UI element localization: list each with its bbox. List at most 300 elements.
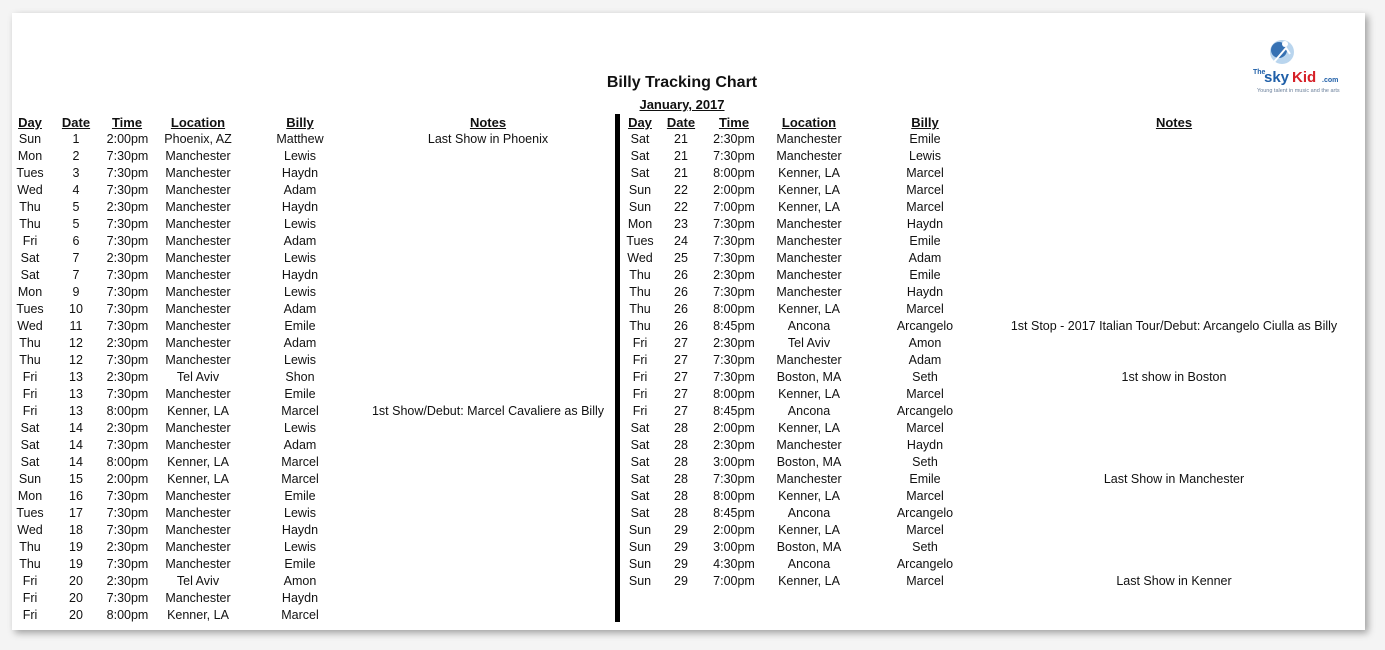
right-cell-time: 2:00pm	[713, 183, 755, 197]
left-cell-day: Thu	[19, 217, 41, 231]
left-cell-location: Manchester	[165, 302, 231, 316]
left-cell-date: 11	[69, 319, 83, 333]
right-cell-date: 28	[674, 455, 688, 469]
right-cell-date: 26	[674, 268, 688, 282]
right-header-location: Location	[781, 115, 837, 130]
right-cell-day: Sat	[630, 438, 650, 452]
left-cell-time: 2:00pm	[106, 132, 149, 146]
left-cell-billy: Lewis	[284, 540, 316, 554]
right-cell-billy: Marcel	[906, 302, 944, 316]
left-cell-date: 13	[69, 387, 83, 401]
right-cell-day: Sat	[630, 132, 650, 146]
right-cell-billy: Amon	[908, 336, 942, 350]
left-cell-day: Sat	[20, 455, 40, 469]
right-cell-date: 28	[674, 438, 688, 452]
chart-title: Billy Tracking Chart	[606, 74, 758, 91]
right-cell-date: 29	[674, 574, 688, 588]
left-cell-time: 2:30pm	[106, 540, 149, 554]
left-cell-time: 7:30pm	[106, 489, 149, 503]
right-cell-location: Ancona	[787, 557, 831, 571]
left-cell-billy: Emile	[284, 319, 316, 333]
left-cell-date: 14	[69, 421, 83, 435]
left-cell-billy: Emile	[284, 489, 316, 503]
right-cell-date: 22	[674, 183, 688, 197]
left-cell-day: Sat	[20, 421, 40, 435]
right-cell-day: Sat	[630, 149, 650, 163]
left-cell-day: Sat	[20, 251, 40, 265]
left-cell-location: Tel Aviv	[176, 370, 220, 384]
right-cell-day: Sat	[630, 421, 650, 435]
left-cell-date: 13	[69, 370, 83, 384]
left-cell-date: 18	[69, 523, 83, 537]
left-cell-billy: Haydn	[281, 200, 319, 214]
left-cell-day: Sun	[18, 132, 42, 146]
right-cell-date: 29	[674, 523, 688, 537]
right-cell-day: Sat	[630, 472, 650, 486]
left-cell-billy: Adam	[283, 336, 317, 350]
left-cell-day: Wed	[17, 183, 43, 197]
left-cell-billy: Adam	[283, 438, 317, 452]
left-cell-billy: Lewis	[284, 285, 316, 299]
right-cell-day: Tues	[626, 234, 654, 248]
left-cell-day: Wed	[17, 523, 43, 537]
left-header-date: Date	[61, 115, 91, 130]
left-header-location: Location	[170, 115, 226, 130]
left-cell-day: Thu	[19, 540, 41, 554]
right-cell-day: Fri	[632, 336, 648, 350]
left-cell-date: 10	[69, 302, 83, 316]
right-cell-date: 27	[674, 387, 688, 401]
right-cell-location: Ancona	[787, 404, 831, 418]
right-header-time: Time	[718, 115, 750, 130]
right-header-notes: Notes	[1155, 115, 1193, 130]
right-cell-time: 2:30pm	[713, 438, 755, 452]
right-cell-billy: Arcangelo	[896, 557, 954, 571]
right-cell-day: Sun	[628, 183, 652, 197]
left-cell-billy: Lewis	[284, 149, 316, 163]
logo-com: .com	[1322, 77, 1339, 84]
right-cell-location: Boston, MA	[776, 455, 842, 469]
right-cell-location: Kenner, LA	[778, 302, 840, 316]
right-cell-date: 27	[674, 353, 688, 367]
left-cell-notes: 1st Show/Debut: Marcel Cavaliere as Billy	[371, 404, 605, 418]
left-cell-time: 7:30pm	[106, 506, 149, 520]
left-cell-time: 2:30pm	[106, 421, 149, 435]
left-cell-location: Manchester	[165, 234, 231, 248]
left-cell-time: 2:30pm	[106, 574, 149, 588]
left-cell-day: Fri	[22, 370, 38, 384]
left-cell-time: 7:30pm	[106, 285, 149, 299]
left-cell-billy: Matthew	[276, 132, 324, 146]
left-cell-billy: Haydn	[281, 523, 319, 537]
right-cell-location: Kenner, LA	[778, 489, 840, 503]
right-cell-location: Boston, MA	[776, 540, 842, 554]
right-header-billy: Billy	[911, 115, 939, 130]
right-cell-day: Sat	[630, 489, 650, 503]
right-cell-location: Manchester	[776, 149, 842, 163]
left-cell-location: Manchester	[165, 540, 231, 554]
left-cell-billy: Haydn	[281, 268, 319, 282]
right-cell-billy: Haydn	[906, 438, 944, 452]
right-cell-billy: Seth	[912, 370, 938, 384]
left-cell-time: 7:30pm	[106, 217, 149, 231]
left-cell-location: Kenner, LA	[167, 608, 229, 622]
left-cell-time: 2:30pm	[106, 200, 149, 214]
left-cell-location: Manchester	[165, 149, 231, 163]
right-cell-notes: Last Show in Kenner	[1116, 574, 1232, 588]
right-cell-time: 7:30pm	[713, 370, 755, 384]
left-cell-date: 20	[69, 574, 83, 588]
left-header-billy: Billy	[286, 115, 314, 130]
logo-sky: sky	[1264, 69, 1290, 86]
right-cell-date: 28	[674, 489, 688, 503]
right-cell-location: Boston, MA	[776, 370, 842, 384]
right-cell-day: Thu	[629, 319, 651, 333]
left-cell-day: Wed	[17, 319, 43, 333]
left-cell-day: Thu	[19, 557, 41, 571]
right-cell-billy: Marcel	[906, 183, 944, 197]
right-cell-billy: Emile	[909, 472, 941, 486]
left-cell-date: 14	[69, 455, 83, 469]
right-cell-time: 2:00pm	[713, 523, 755, 537]
left-cell-date: 19	[69, 540, 83, 554]
left-cell-location: Manchester	[165, 591, 231, 605]
left-cell-date: 4	[72, 183, 80, 197]
left-cell-date: 19	[69, 557, 83, 571]
right-cell-location: Kenner, LA	[778, 200, 840, 214]
right-cell-location: Manchester	[776, 251, 842, 265]
right-cell-day: Sun	[628, 200, 652, 214]
left-cell-date: 3	[72, 166, 80, 180]
left-cell-time: 7:30pm	[106, 523, 149, 537]
left-cell-date: 12	[69, 353, 83, 367]
right-cell-date: 26	[674, 285, 688, 299]
right-cell-time: 2:30pm	[713, 132, 755, 146]
left-header-notes: Notes	[469, 115, 507, 130]
right-cell-date: 29	[674, 540, 688, 554]
right-cell-date: 21	[674, 149, 688, 163]
left-cell-day: Tues	[16, 166, 44, 180]
right-cell-location: Manchester	[776, 438, 842, 452]
right-cell-time: 7:30pm	[713, 217, 755, 231]
right-cell-billy: Lewis	[909, 149, 941, 163]
right-cell-time: 7:30pm	[713, 285, 755, 299]
left-cell-location: Manchester	[165, 506, 231, 520]
right-cell-billy: Marcel	[906, 200, 944, 214]
table-divider	[615, 114, 620, 622]
left-cell-billy: Marcel	[281, 455, 319, 469]
left-cell-location: Kenner, LA	[167, 404, 229, 418]
left-cell-date: 13	[69, 404, 83, 418]
left-cell-time: 7:30pm	[106, 319, 149, 333]
right-cell-billy: Arcangelo	[896, 404, 954, 418]
left-cell-location: Manchester	[165, 387, 231, 401]
right-cell-date: 26	[674, 302, 688, 316]
right-cell-time: 7:30pm	[713, 353, 755, 367]
left-cell-time: 7:30pm	[106, 438, 149, 452]
right-cell-day: Mon	[627, 217, 653, 231]
left-cell-date: 16	[69, 489, 83, 503]
left-cell-location: Manchester	[165, 285, 231, 299]
left-cell-location: Manchester	[165, 217, 231, 231]
left-cell-location: Kenner, LA	[167, 455, 229, 469]
right-cell-day: Sun	[628, 574, 652, 588]
logo-tagline: Young talent in music and the arts	[1257, 88, 1340, 94]
left-cell-location: Manchester	[165, 336, 231, 350]
right-cell-location: Manchester	[776, 132, 842, 146]
right-cell-time: 7:30pm	[713, 472, 755, 486]
left-cell-location: Manchester	[165, 353, 231, 367]
left-cell-location: Manchester	[165, 489, 231, 503]
left-header-day: Day	[18, 115, 42, 130]
right-cell-location: Kenner, LA	[778, 387, 840, 401]
left-cell-time: 8:00pm	[106, 455, 149, 469]
logo-kid: Kid	[1292, 69, 1317, 86]
left-cell-time: 7:30pm	[106, 166, 149, 180]
left-cell-date: 17	[69, 506, 83, 520]
left-cell-billy: Marcel	[281, 472, 319, 486]
right-cell-time: 2:30pm	[713, 268, 755, 282]
right-cell-day: Fri	[632, 353, 648, 367]
right-cell-date: 22	[674, 200, 688, 214]
left-cell-billy: Adam	[283, 183, 317, 197]
right-cell-time: 7:30pm	[713, 234, 755, 248]
right-cell-date: 27	[674, 404, 688, 418]
left-cell-time: 8:00pm	[106, 608, 149, 622]
right-cell-billy: Marcel	[906, 166, 944, 180]
left-cell-billy: Marcel	[281, 608, 319, 622]
right-cell-time: 2:30pm	[713, 336, 755, 350]
right-cell-day: Sat	[630, 455, 650, 469]
left-cell-day: Fri	[22, 591, 38, 605]
right-cell-date: 26	[674, 319, 688, 333]
right-cell-time: 8:00pm	[713, 489, 755, 503]
left-cell-location: Kenner, LA	[167, 472, 229, 486]
left-cell-location: Manchester	[165, 268, 231, 282]
right-cell-date: 29	[674, 557, 688, 571]
right-cell-day: Thu	[629, 268, 651, 282]
left-cell-day: Thu	[19, 200, 41, 214]
right-cell-day: Wed	[627, 251, 653, 265]
left-cell-location: Manchester	[165, 166, 231, 180]
left-cell-billy: Adam	[283, 234, 317, 248]
left-cell-time: 2:30pm	[106, 251, 149, 265]
left-cell-location: Manchester	[165, 421, 231, 435]
right-cell-date: 25	[674, 251, 688, 265]
right-cell-location: Manchester	[776, 234, 842, 248]
right-cell-day: Sun	[628, 540, 652, 554]
left-cell-date: 20	[69, 608, 83, 622]
left-cell-date: 15	[69, 472, 83, 486]
left-cell-billy: Lewis	[284, 421, 316, 435]
right-cell-location: Kenner, LA	[778, 574, 840, 588]
left-cell-billy: Haydn	[281, 591, 319, 605]
right-cell-billy: Marcel	[906, 421, 944, 435]
left-cell-day: Thu	[19, 353, 41, 367]
right-cell-date: 23	[674, 217, 688, 231]
right-cell-billy: Adam	[908, 251, 942, 265]
right-cell-location: Manchester	[776, 353, 842, 367]
right-cell-day: Fri	[632, 404, 648, 418]
left-cell-time: 7:30pm	[106, 557, 149, 571]
right-cell-time: 8:00pm	[713, 166, 755, 180]
right-cell-location: Kenner, LA	[778, 421, 840, 435]
right-cell-location: Manchester	[776, 217, 842, 231]
right-cell-time: 7:00pm	[713, 200, 755, 214]
right-cell-location: Tel Aviv	[787, 336, 831, 350]
right-cell-date: 24	[674, 234, 688, 248]
left-cell-time: 7:30pm	[106, 268, 149, 282]
right-cell-billy: Emile	[909, 234, 941, 248]
right-cell-time: 3:00pm	[713, 455, 755, 469]
right-cell-day: Thu	[629, 285, 651, 299]
right-cell-date: 28	[674, 472, 688, 486]
right-cell-billy: Adam	[908, 353, 942, 367]
right-cell-time: 8:00pm	[713, 387, 755, 401]
right-cell-day: Fri	[632, 370, 648, 384]
left-cell-location: Manchester	[165, 200, 231, 214]
right-cell-location: Manchester	[776, 268, 842, 282]
left-cell-billy: Lewis	[284, 217, 316, 231]
left-cell-date: 5	[72, 200, 80, 214]
right-cell-location: Ancona	[787, 319, 831, 333]
right-header-day: Day	[628, 115, 652, 130]
left-cell-day: Sun	[18, 472, 42, 486]
right-cell-billy: Haydn	[906, 217, 944, 231]
left-cell-day: Tues	[16, 302, 44, 316]
right-cell-time: 8:45pm	[713, 506, 755, 520]
left-cell-date: 2	[72, 149, 80, 163]
left-cell-time: 7:30pm	[106, 302, 149, 316]
right-cell-billy: Seth	[912, 455, 938, 469]
left-cell-location: Phoenix, AZ	[164, 132, 232, 146]
right-cell-day: Sun	[628, 523, 652, 537]
right-cell-time: 4:30pm	[713, 557, 755, 571]
right-cell-billy: Emile	[909, 132, 941, 146]
right-cell-day: Sun	[628, 557, 652, 571]
left-cell-time: 7:30pm	[106, 387, 149, 401]
right-cell-date: 27	[674, 336, 688, 350]
right-cell-time: 3:00pm	[713, 540, 755, 554]
right-cell-billy: Arcangelo	[896, 319, 954, 333]
left-cell-billy: Adam	[283, 302, 317, 316]
left-cell-location: Manchester	[165, 438, 231, 452]
left-cell-location: Tel Aviv	[176, 574, 220, 588]
right-header-date: Date	[666, 115, 696, 130]
left-cell-day: Fri	[22, 234, 38, 248]
left-cell-time: 2:30pm	[106, 370, 149, 384]
right-cell-date: 21	[674, 132, 688, 146]
left-cell-time: 7:30pm	[106, 234, 149, 248]
right-cell-notes: Last Show in Manchester	[1103, 472, 1245, 486]
right-cell-location: Kenner, LA	[778, 166, 840, 180]
left-cell-day: Mon	[17, 489, 43, 503]
left-cell-day: Mon	[17, 149, 43, 163]
right-cell-date: 28	[674, 506, 688, 520]
logo-the: The	[1253, 69, 1266, 76]
left-cell-date: 6	[72, 234, 80, 248]
left-cell-date: 5	[72, 217, 80, 231]
left-cell-day: Fri	[22, 404, 38, 418]
left-cell-location: Manchester	[165, 319, 231, 333]
right-cell-day: Fri	[632, 387, 648, 401]
right-cell-location: Ancona	[787, 506, 831, 520]
right-cell-day: Sat	[630, 506, 650, 520]
left-cell-date: 7	[72, 268, 80, 282]
left-cell-time: 7:30pm	[106, 353, 149, 367]
left-cell-billy: Amon	[283, 574, 317, 588]
left-cell-billy: Emile	[284, 557, 316, 571]
left-cell-billy: Haydn	[281, 166, 319, 180]
left-cell-billy: Lewis	[284, 506, 316, 520]
right-cell-time: 8:45pm	[713, 404, 755, 418]
left-cell-billy: Marcel	[281, 404, 319, 418]
right-cell-date: 21	[674, 166, 688, 180]
left-cell-date: 14	[69, 438, 83, 452]
left-cell-time: 2:30pm	[106, 336, 149, 350]
right-cell-billy: Marcel	[906, 489, 944, 503]
right-cell-billy: Marcel	[906, 387, 944, 401]
left-cell-billy: Lewis	[284, 353, 316, 367]
right-cell-billy: Emile	[909, 268, 941, 282]
left-cell-time: 7:30pm	[106, 591, 149, 605]
right-cell-location: Manchester	[776, 285, 842, 299]
left-cell-date: 7	[72, 251, 80, 265]
right-cell-time: 7:30pm	[713, 251, 755, 265]
left-cell-date: 9	[72, 285, 80, 299]
left-cell-billy: Emile	[284, 387, 316, 401]
right-cell-date: 27	[674, 370, 688, 384]
right-cell-time: 8:00pm	[713, 302, 755, 316]
right-cell-billy: Arcangelo	[896, 506, 954, 520]
right-cell-billy: Marcel	[906, 523, 944, 537]
left-cell-billy: Shon	[285, 370, 315, 384]
right-cell-time: 7:30pm	[713, 149, 755, 163]
left-cell-location: Manchester	[165, 523, 231, 537]
left-cell-day: Sat	[20, 438, 40, 452]
right-cell-time: 7:00pm	[713, 574, 755, 588]
left-cell-day: Mon	[17, 285, 43, 299]
left-cell-time: 2:00pm	[106, 472, 149, 486]
left-cell-date: 1	[72, 132, 80, 146]
left-cell-day: Sat	[20, 268, 40, 282]
left-cell-day: Thu	[19, 336, 41, 350]
left-cell-location: Manchester	[165, 251, 231, 265]
left-cell-location: Manchester	[165, 183, 231, 197]
left-cell-day: Fri	[22, 574, 38, 588]
right-cell-billy: Haydn	[906, 285, 944, 299]
left-cell-day: Tues	[16, 506, 44, 520]
left-cell-location: Manchester	[165, 557, 231, 571]
left-cell-day: Fri	[22, 608, 38, 622]
right-cell-date: 28	[674, 421, 688, 435]
right-cell-billy: Marcel	[906, 574, 944, 588]
right-cell-time: 2:00pm	[713, 421, 755, 435]
left-cell-day: Fri	[22, 387, 38, 401]
right-cell-notes: 1st Stop - 2017 Italian Tour/Debut: Arcangelo Ciulla as Billy	[1010, 319, 1338, 333]
left-header-time: Time	[111, 115, 143, 130]
left-cell-date: 20	[69, 591, 83, 605]
left-cell-time: 7:30pm	[106, 149, 149, 163]
right-cell-notes: 1st show in Boston	[1121, 370, 1227, 384]
right-cell-location: Kenner, LA	[778, 523, 840, 537]
left-cell-time: 7:30pm	[106, 183, 149, 197]
left-cell-time: 8:00pm	[106, 404, 149, 418]
right-cell-location: Kenner, LA	[778, 183, 840, 197]
chart-subtitle: January, 2017	[639, 97, 725, 112]
right-cell-day: Thu	[629, 302, 651, 316]
left-cell-notes: Last Show in Phoenix	[427, 132, 549, 146]
